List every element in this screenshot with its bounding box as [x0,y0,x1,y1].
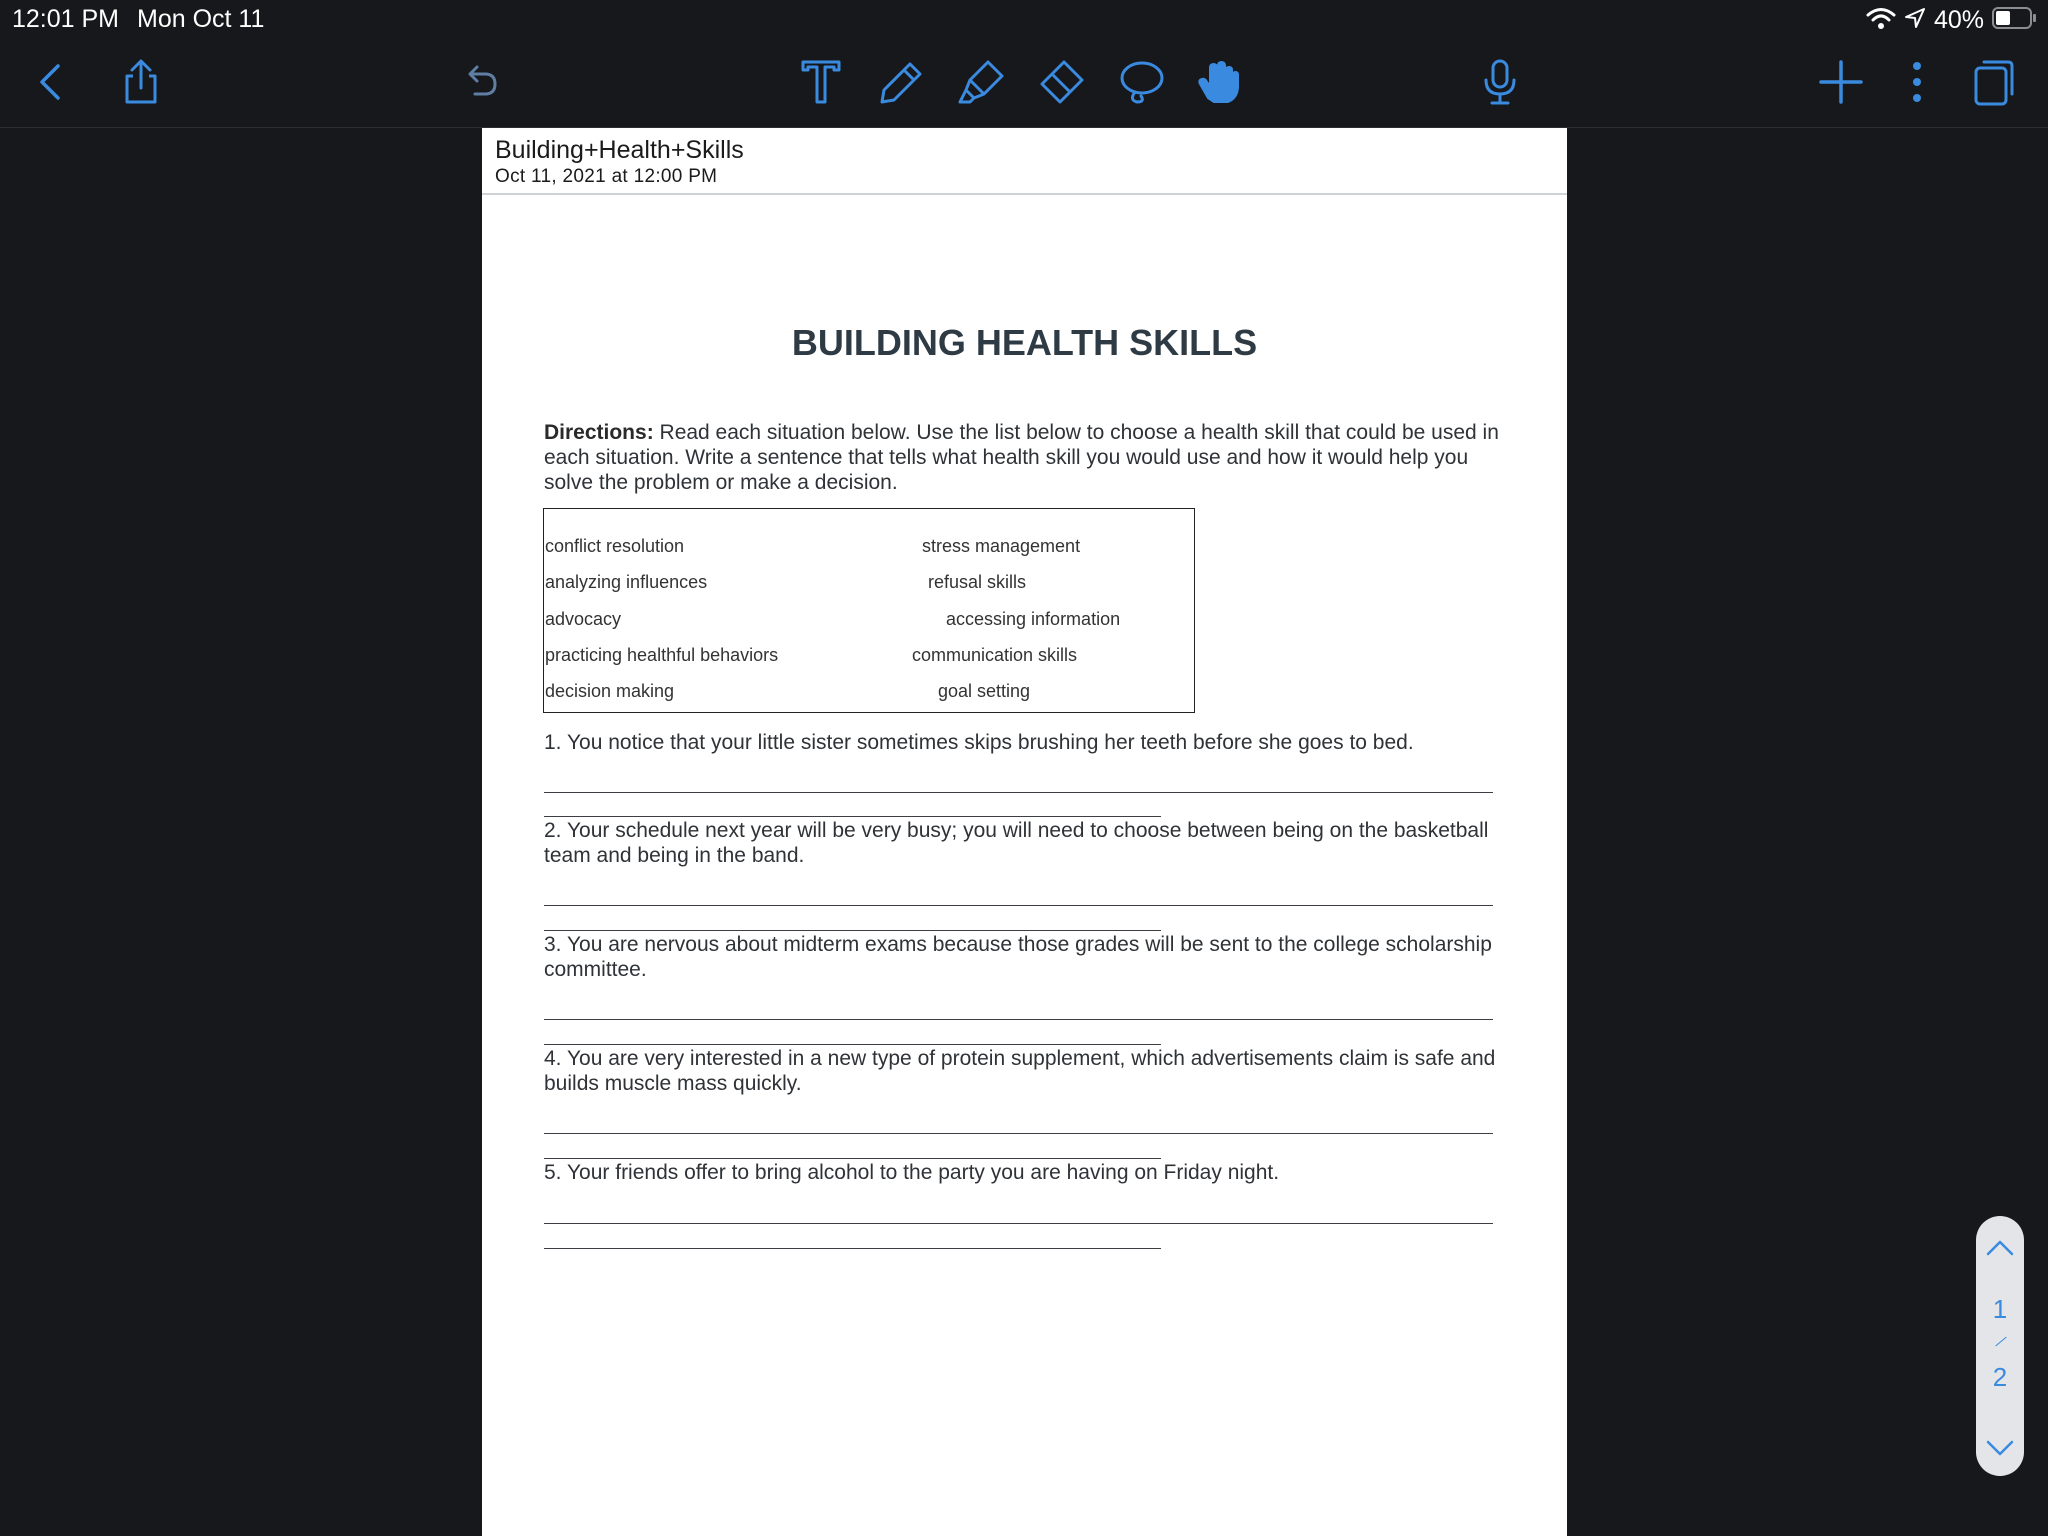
status-indicators [1866,5,2038,35]
hand-tool-button[interactable] [1190,54,1246,110]
hand-pointer-icon [1194,58,1242,106]
note-title: Building+Health+Skills [495,136,744,164]
add-icon [1817,58,1865,106]
back-button[interactable] [24,54,80,110]
pen-tool-button[interactable] [874,54,930,110]
question-3: 3. You are nervous about midterm exams because those grades will be sent to the college scholarship committee. [544,933,1492,981]
question-4: 4. You are very interested in a new type of protein supplement, which advertisements claim is safe and builds muscle mass quickly. [544,1047,1496,1095]
answer-line[interactable] [544,792,1493,793]
skill-item: goal setting [938,681,1031,701]
answer-line[interactable] [544,1019,1493,1020]
answer-line[interactable] [544,1133,1493,1134]
microphone-icon [1476,58,1524,106]
back-icon [28,58,76,106]
skills-list-box [543,508,1195,713]
skill-item: practicing healthful behaviors [545,645,779,665]
pen-icon [878,58,926,106]
status-date: Mon Oct 11 [137,5,265,33]
lasso-icon [1117,58,1165,106]
eraser-tool-button[interactable] [1034,54,1090,110]
next-page-button[interactable] [1980,1428,2020,1468]
chevron-up-icon [1986,1239,2014,1257]
wifi-icon [1866,6,1896,35]
directions-text: Read each situation below. Use the list below to choose a health skill that could be used in each situation. Write a sentence that tells what health skill you would use and how it would help you solve the problem or make a decision. [544,421,1499,494]
skill-item: analyzing influences [545,572,708,592]
text-tool-button[interactable] [793,54,849,110]
skill-item: accessing information [946,609,1121,629]
skill-item: conflict resolution [545,536,685,556]
pages-icon [1970,58,2018,106]
chevron-down-icon [1986,1439,2014,1457]
skill-item: advocacy [545,609,622,629]
question-2: 2. Your schedule next year will be very busy; you will need to choose between being on the basketball team and being in the band. [544,819,1489,867]
more-button[interactable] [1889,54,1945,110]
add-page-button[interactable] [1813,54,1869,110]
more-icon [1893,58,1941,106]
microphone-button[interactable] [1472,54,1528,110]
page-navigator [1976,1216,2024,1476]
highlighter-tool-button[interactable] [954,54,1010,110]
directions-label: Directions: [544,421,654,444]
directions [544,420,1514,495]
answer-line[interactable] [544,1044,1161,1045]
share-icon [117,58,165,106]
text-tool-icon [797,58,845,106]
location-icon [1904,7,1926,34]
skill-item: refusal skills [928,572,1027,592]
skill-item: communication skills [912,645,1078,665]
question-1: 1. You notice that your little sister sometimes skips brushing her teeth before she goes to bed. [544,731,1414,754]
undo-button[interactable] [453,54,509,110]
question-5: 5. Your friends offer to bring alcohol to the party you are having on Friday night. [544,1161,1280,1184]
share-button[interactable] [113,54,169,110]
answer-line[interactable] [544,1158,1161,1159]
answer-line[interactable] [544,1223,1493,1224]
answer-line[interactable] [544,1248,1161,1249]
status-time: 12:01 PM [12,5,120,33]
answer-line[interactable] [544,930,1161,931]
pages-button[interactable] [1966,54,2022,110]
note-header [482,128,1567,195]
battery-percent: 40% [1933,5,1984,34]
undo-icon [457,58,505,106]
total-page-count: 2 [1992,1362,2008,1392]
eraser-icon [1038,58,1086,106]
skill-item: decision making [545,681,675,701]
page-separator [1995,1337,2006,1347]
previous-page-button[interactable] [1980,1228,2020,1268]
highlighter-icon [958,58,1006,106]
current-page-number: 1 [1992,1294,2008,1324]
toolbar [0,40,2048,128]
answer-line[interactable] [544,905,1493,906]
status-bar [0,0,2048,40]
answer-line[interactable] [544,816,1161,817]
note-date: Oct 11, 2021 at 12:00 PM [495,166,718,187]
skill-item: stress management [922,536,1081,556]
battery-icon [1992,6,2038,35]
document-page[interactable] [482,128,1567,1536]
lasso-tool-button[interactable] [1113,54,1169,110]
worksheet-title: BUILDING HEALTH SKILLS [791,322,1258,363]
